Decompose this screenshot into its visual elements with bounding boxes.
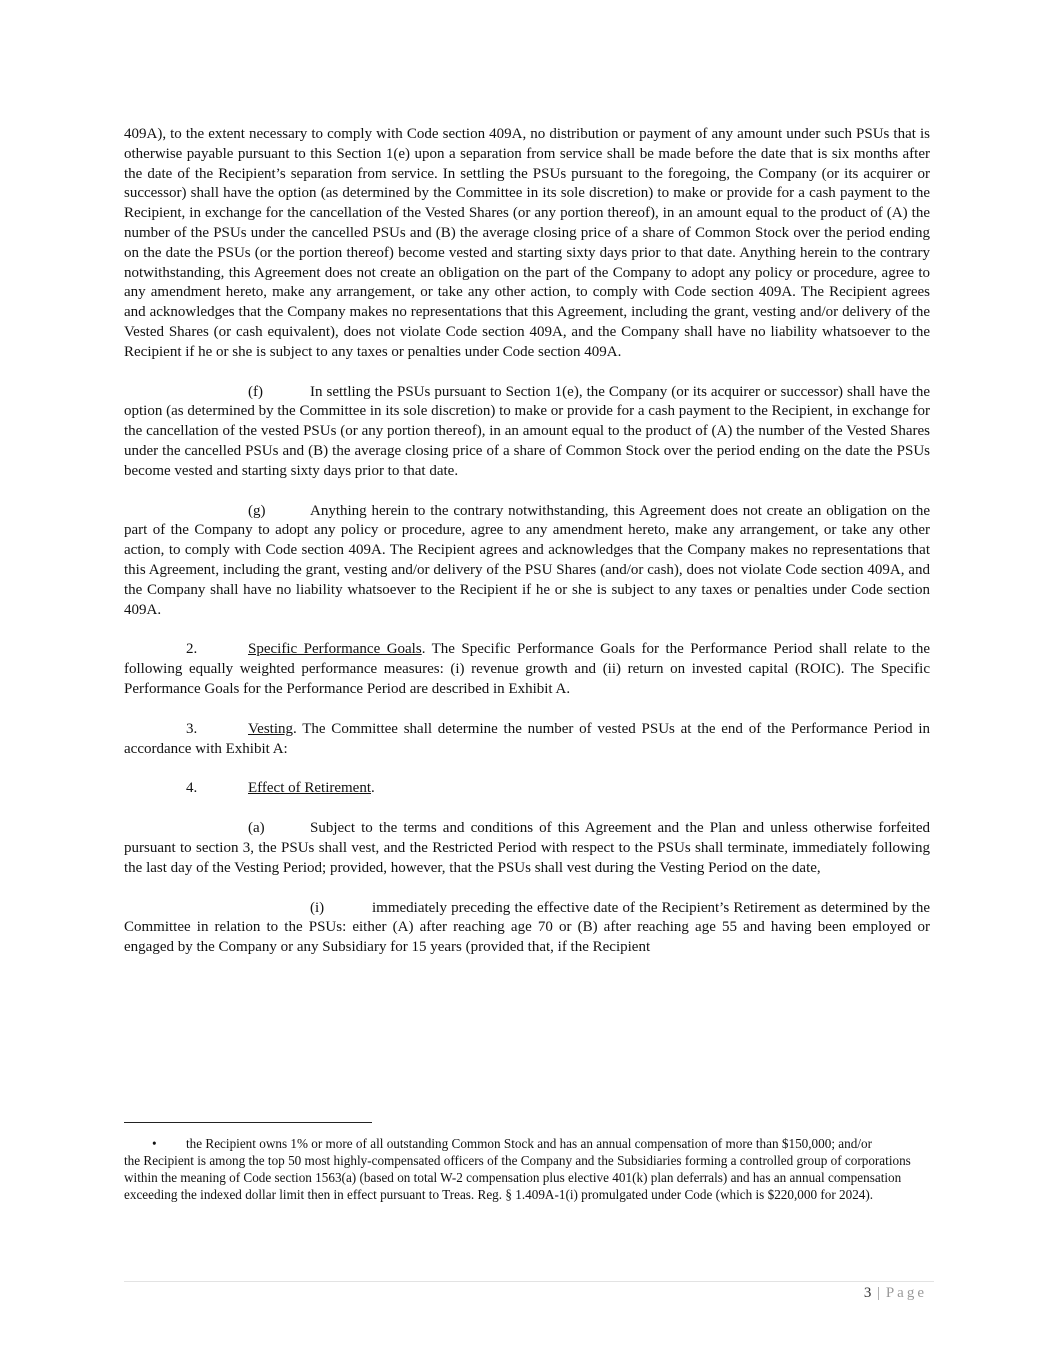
section-4-number: 4. xyxy=(186,780,198,797)
body-text xyxy=(124,125,930,958)
section-2 xyxy=(124,640,930,699)
paragraph-f-label: (f) xyxy=(248,383,263,400)
section-4a-text: Subject to the terms and conditions of this Agreement and the Plan and unless otherwise forfeited pursuant to section 3, the PSUs shall vest, and the Restricted Period with respect to the PSUs shall terminate, immediately following the last day of the Vesting Period; provided, however, that the PSUs shall vest during the Vesting Period on the date, xyxy=(124,820,930,876)
section-3-text: . The Committee shall determine the number of vested PSUs at the end of the Performance Period in accordance with Exhibit A: xyxy=(124,720,930,757)
footnote-paragraph: the Recipient is among the top 50 most highly-compensated officers of the Company and the Subsidiaries forming a controlled group of corporations within the meaning of Code section 1563(a) (based on total W-2 compensation plus elective 401(k) plan deferrals) and has an annual compensation exceeding the indexed dollar limit then in effect pursuant to Treas. Reg. § 1.409A-1(i) promulgated under Code (which is $220,000 for 2024). xyxy=(124,1153,911,1202)
footnote-bullet-item xyxy=(124,1135,930,1152)
section-4a-label: (a) xyxy=(248,820,265,837)
page-word: Page xyxy=(885,1285,927,1301)
paragraph-g-label: (g) xyxy=(248,502,266,519)
section-3 xyxy=(124,720,930,760)
section-4a-i-text: immediately preceding the effective date of the Recipient’s Retirement as determined by the Committee in relation to the PSUs: either (A) after reaching age 70 or (B) after reaching age 55 and having been employed or engaged by the Company or any Subsidiary for 15 years (provided that, if the Recipient xyxy=(124,899,930,956)
paragraph-f-text: In settling the PSUs pursuant to Section 1(e), the Company (or its acquirer or successor) shall have the option (as determined by the Committee in its sole discretion) to make or provide for a cash payment to the Recipient, in exchange for the cancellation of the vested PSUs (or any portion thereof), in an amount equal to the product of (A) the number of the Vested Shares under the cancelled PSUs and (B) the average closing price of a share of Common Stock over the period ending on the date the PSUs become vested and starting sixty days prior to that date. xyxy=(124,383,930,479)
section-3-heading: Vesting xyxy=(248,720,293,737)
section-4a-i xyxy=(124,899,930,958)
footnotes xyxy=(124,1135,930,1203)
section-2-text: . The Specific Performance Goals for the Performance Period shall relate to the following equally weighted performance measures: (i) revenue growth and (ii) return on invested capital (ROIC). The Specific Performance Goals for the Performance Period are described in Exhibit A. xyxy=(124,641,930,697)
section-4a xyxy=(124,819,930,878)
footnote-bullet-text: the Recipient owns 1% or more of all outstanding Common Stock and has an annual compensation of more than $150,000; and/or xyxy=(186,1136,872,1151)
section-4-heading: Effect of Retirement xyxy=(248,780,372,797)
section-4a-i-label: (i) xyxy=(310,899,325,916)
section-4 xyxy=(124,779,930,799)
paragraph-f xyxy=(124,383,930,482)
paragraph-g-text: Anything herein to the contrary notwithstanding, this Agreement does not create an obligation on the part of the Company to adopt any policy or procedure, agree to any amendment hereto, make any arrangement, or take any other action, to comply with Code section 409A. The Recipient agrees and acknowledges that the Company makes no representations that this Agreement, including the grant, vesting and/or delivery of the PSU Shares (and/or cash), does not violate Code section 409A, and the Company shall have no liability whatsoever to the Recipient if he or she is subject to any taxes or penalties under Code section 409A. xyxy=(124,502,930,618)
footer-divider xyxy=(124,1281,934,1282)
section-4-text: . xyxy=(371,780,375,797)
footnote-divider xyxy=(124,1122,372,1123)
paragraph-g xyxy=(124,502,930,621)
paragraph-e-continuation: 409A), to the extent necessary to comply with Code section 409A, no distribution or payment of any amount under such PSUs that is otherwise payable pursuant to this Section 1(e) upon a separation from service shall be made before the date that is six months after the date of the Recipient’s separation from service. In settling the PSUs pursuant to the foregoing, the Company (or its acquirer or successor) shall have the option (as determined by the Committee in its sole discretion) to make or provide for a cash payment to the Recipient, in exchange for the cancellation of the Vested Shares (or any portion thereof), in an amount equal to the product of (A) the number of the PSUs under the cancelled PSUs and (B) the average closing price of a share of Common Stock over the period ending on the date the PSUs (or the portion thereof) become vested and starting sixty days prior to that date. Anything herein to the contrary notwithstanding, this Agreement does not create an obligation on the part of the Company to adopt any policy or procedure, agree to any amendment hereto, make any arrangement, or take any other action, to comply with Code section 409A. The Recipient agrees and acknowledges that the Company makes no representations that this Agreement, including the grant, vesting and/or delivery of the Vested Shares (or cash equivalent), does not violate Code section 409A, and the Company shall have no liability whatsoever to the Recipient if he or she is subject to any taxes or penalties under Code section 409A. xyxy=(124,126,930,360)
section-2-number: 2. xyxy=(186,641,198,658)
page-footer xyxy=(864,1285,927,1302)
page-number: 3 xyxy=(863,1285,872,1301)
section-2-heading: Specific Performance Goals xyxy=(248,641,422,658)
bullet-icon: • xyxy=(152,1136,157,1151)
section-3-number: 3. xyxy=(186,720,198,737)
page-separator: | xyxy=(877,1285,881,1301)
